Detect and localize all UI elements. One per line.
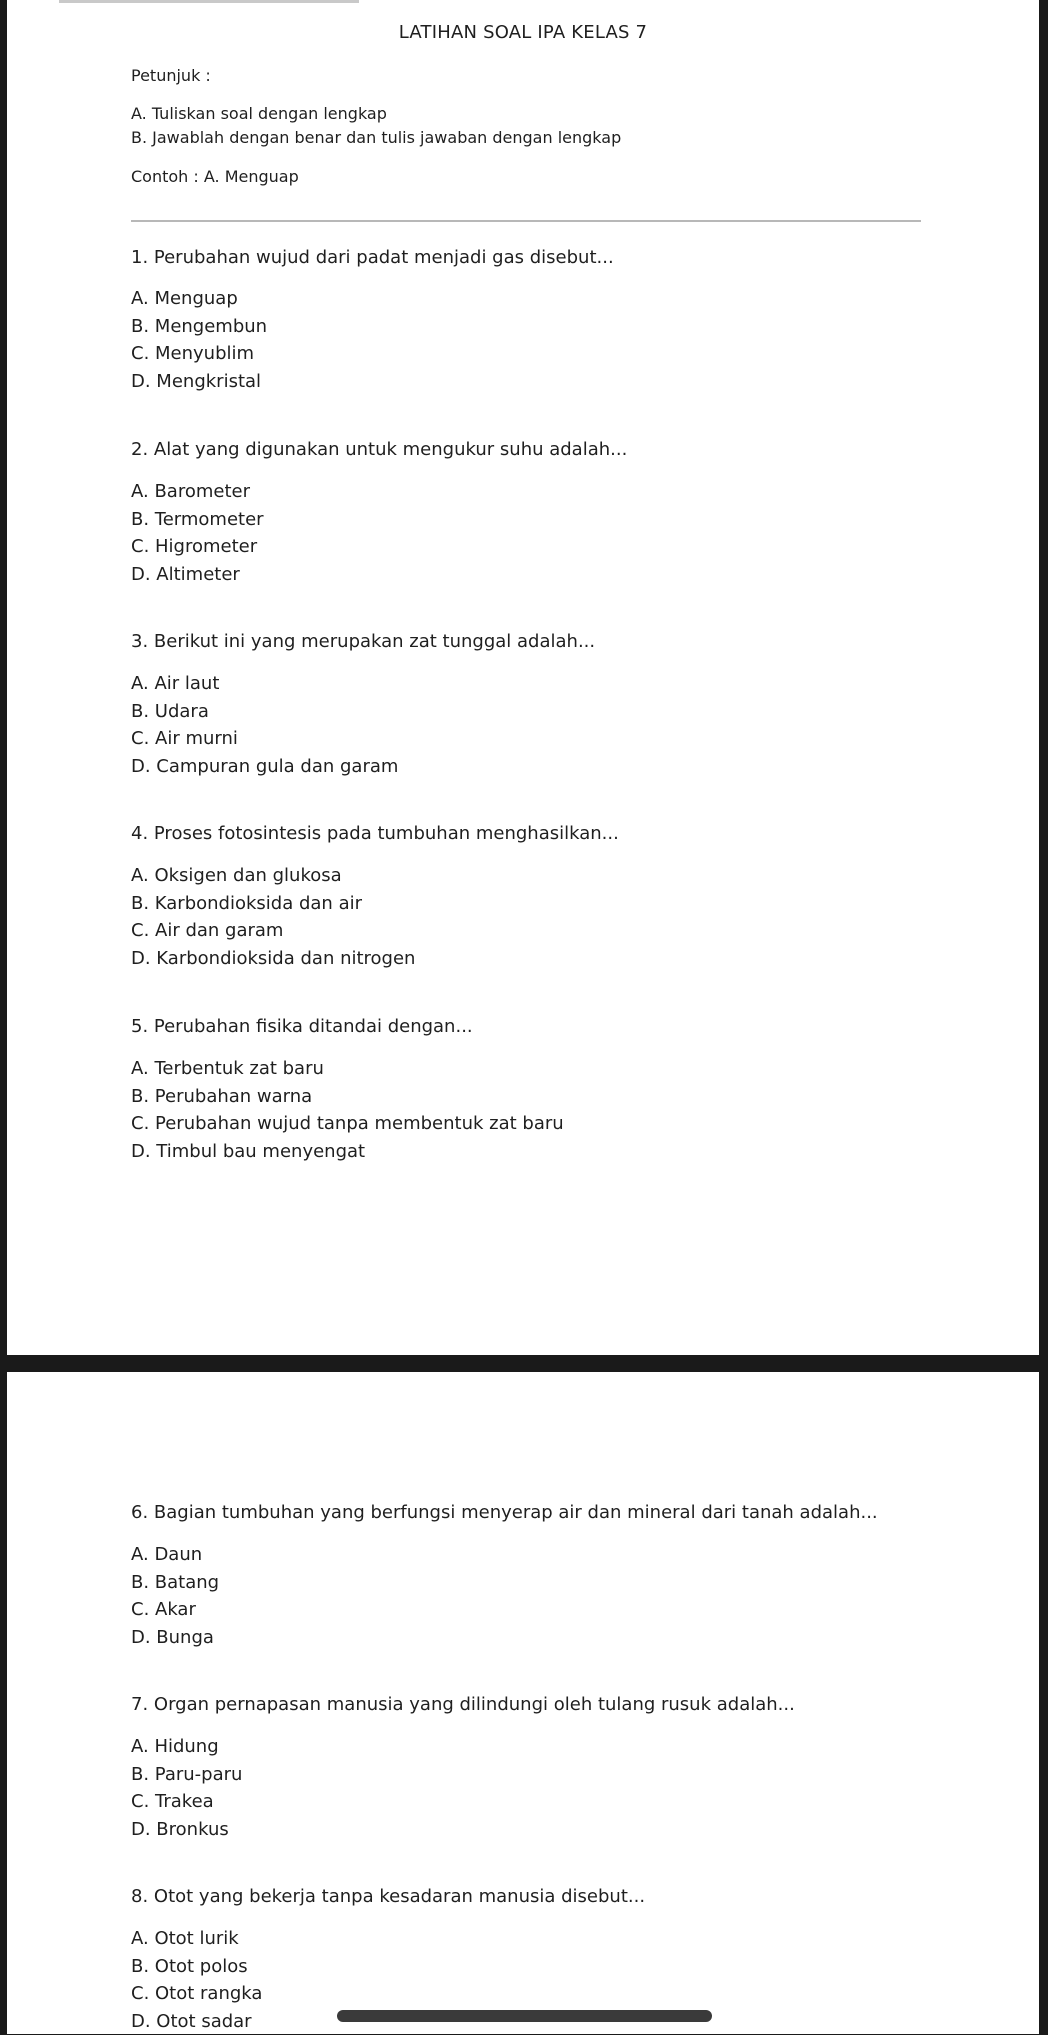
question-text: 7. Organ pernapasan manusia yang dilindungi oleh tulang rusuk adalah... [131, 1694, 795, 1715]
answer-option: A. Oksigen dan glukosa [131, 862, 415, 890]
home-indicator-bar[interactable] [337, 2010, 712, 2022]
answer-option: B. Udara [131, 698, 398, 726]
top-divider-line [59, 0, 359, 3]
instructions-label: Petunjuk : [131, 66, 211, 85]
question-text: 1. Perubahan wujud dari padat menjadi gas disebut... [131, 247, 614, 268]
instruction-item: A. Tuliskan soal dengan lengkap [131, 104, 387, 123]
answer-options [131, 1925, 262, 2035]
answer-option: B. Mengembun [131, 313, 267, 341]
question-text: 8. Otot yang bekerja tanpa kesadaran manusia disebut... [131, 1886, 645, 1907]
answer-options [131, 478, 264, 588]
answer-options [131, 670, 398, 780]
answer-option: D. Karbondioksida dan nitrogen [131, 945, 415, 973]
answer-option: A. Hidung [131, 1733, 242, 1761]
answer-option: C. Otot rangka [131, 1980, 262, 2008]
answer-option: B. Otot polos [131, 1953, 262, 1981]
answer-option: D. Otot sadar [131, 2008, 262, 2035]
answer-option: A. Barometer [131, 478, 264, 506]
answer-option: B. Batang [131, 1569, 219, 1597]
question-text: 3. Berikut ini yang merupakan zat tunggal adalah... [131, 631, 595, 652]
answer-option: A. Daun [131, 1541, 219, 1569]
answer-options [131, 1541, 219, 1651]
answer-option: C. Perubahan wujud tanpa membentuk zat baru [131, 1110, 564, 1138]
answer-option: D. Altimeter [131, 561, 264, 589]
question-text: 5. Perubahan fisika ditandai dengan... [131, 1016, 473, 1037]
answer-option: B. Termometer [131, 506, 264, 534]
instruction-item: B. Jawablah dengan benar dan tulis jawaban dengan lengkap [131, 128, 621, 147]
answer-option: A. Otot lurik [131, 1925, 262, 1953]
answer-option: D. Campuran gula dan garam [131, 753, 398, 781]
answer-option: C. Akar [131, 1596, 219, 1624]
answer-option: D. Mengkristal [131, 368, 267, 396]
answer-option: B. Perubahan warna [131, 1083, 564, 1111]
question-text: 6. Bagian tumbuhan yang berfungsi menyerap air dan mineral dari tanah adalah... [131, 1502, 878, 1523]
answer-option: D. Bronkus [131, 1816, 242, 1844]
answer-options [131, 1055, 564, 1165]
question-text: 2. Alat yang digunakan untuk mengukur suhu adalah... [131, 439, 627, 460]
answer-options [131, 1733, 242, 1843]
answer-options [131, 285, 267, 395]
answer-option: C. Trakea [131, 1788, 242, 1816]
question-text: 4. Proses fotosintesis pada tumbuhan menghasilkan... [131, 823, 619, 844]
answer-option: C. Air dan garam [131, 917, 415, 945]
answer-options [131, 862, 415, 972]
example-answer: Contoh : A. Menguap [131, 167, 299, 186]
answer-option: D. Timbul bau menyengat [131, 1138, 564, 1166]
answer-option: C. Menyublim [131, 340, 267, 368]
answer-option: C. Air murni [131, 725, 398, 753]
page-title: LATIHAN SOAL IPA KELAS 7 [7, 22, 1039, 43]
section-divider [131, 220, 921, 222]
answer-option: A. Terbentuk zat baru [131, 1055, 564, 1083]
answer-option: B. Paru-paru [131, 1761, 242, 1789]
answer-option: D. Bunga [131, 1624, 219, 1652]
document-page-1 [7, 0, 1039, 1355]
answer-option: A. Menguap [131, 285, 267, 313]
document-page-2 [7, 1372, 1039, 2034]
answer-option: A. Air laut [131, 670, 398, 698]
answer-option: B. Karbondioksida dan air [131, 890, 415, 918]
answer-option: C. Higrometer [131, 533, 264, 561]
